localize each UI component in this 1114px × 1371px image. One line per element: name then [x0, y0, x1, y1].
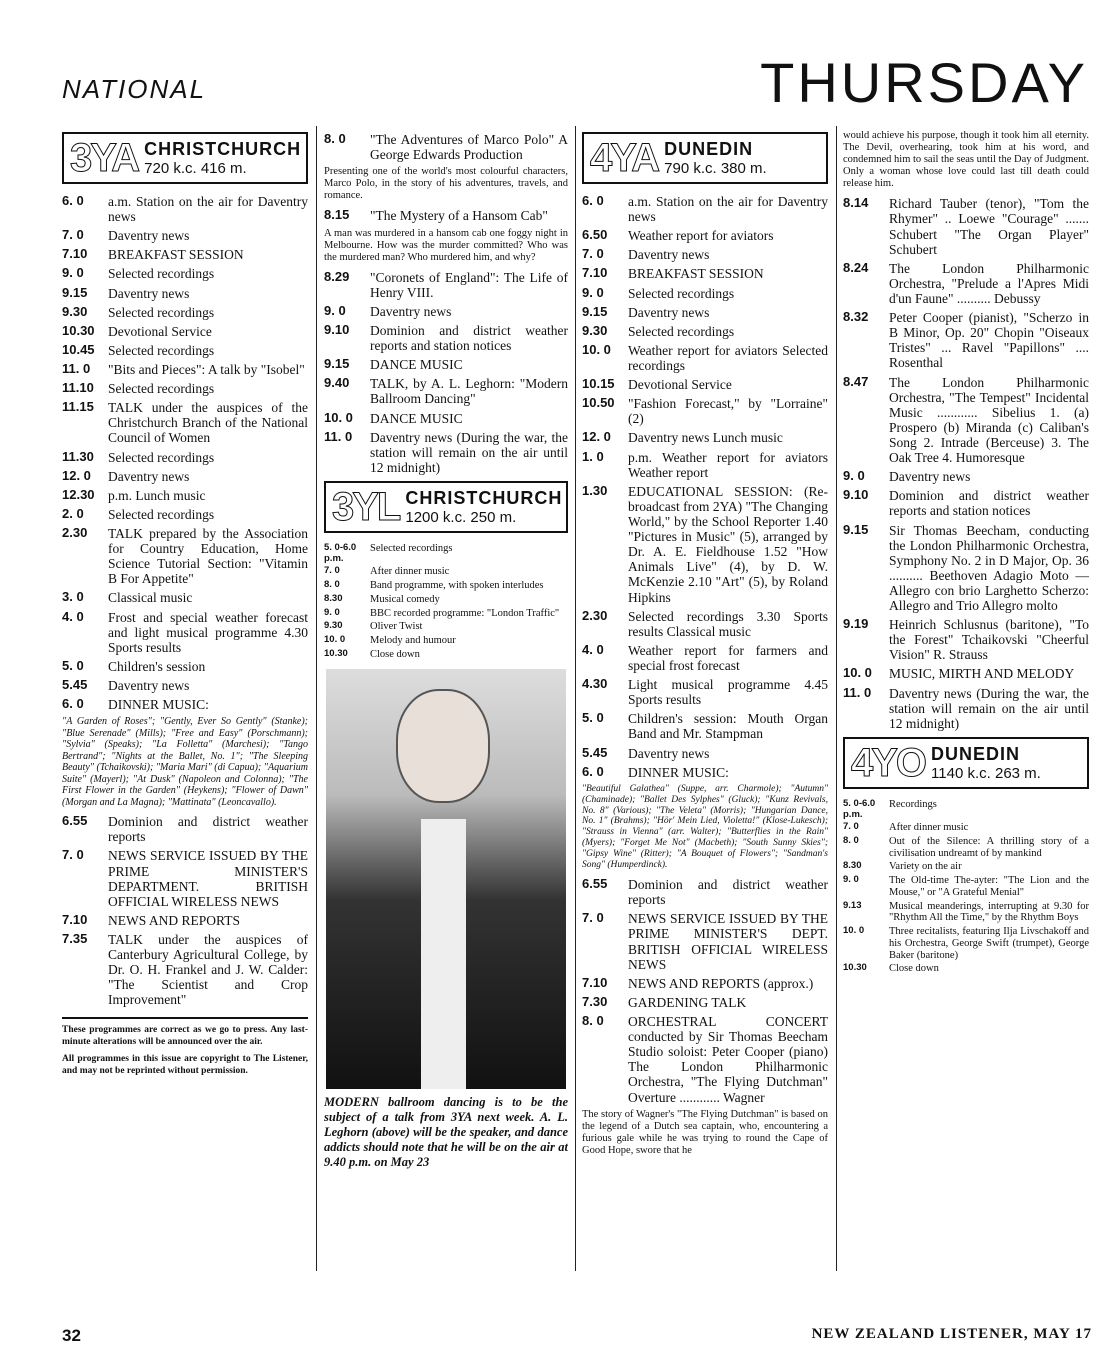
- programme-description: Children's session: [108, 658, 206, 674]
- programme-time: 7.10: [62, 911, 88, 927]
- section-label: NATIONAL: [62, 74, 207, 104]
- programme-time: 7. 0: [62, 227, 84, 243]
- programme-description: After dinner music: [889, 822, 969, 834]
- programme-description: MUSIC, MIRTH AND MELODY: [889, 666, 1075, 682]
- programme-description: Selected recordings: [108, 342, 215, 358]
- programme-item: [62, 381, 308, 396]
- programme-item: [843, 861, 1089, 873]
- column-3ya-evening: [324, 126, 568, 1276]
- station-city: DUNEDIN: [931, 743, 1021, 764]
- programme-item: [324, 208, 568, 223]
- programme-time: 1. 0: [582, 448, 604, 464]
- programme-time: 10.15: [582, 376, 615, 392]
- programme-item: [582, 976, 828, 991]
- programme-time: 9.15: [324, 356, 350, 372]
- programme-time: 7.30: [582, 993, 608, 1009]
- programme-time: 11.10: [62, 380, 94, 396]
- programme-time: 9.13: [843, 899, 862, 911]
- programme-description: Devotional Service: [628, 377, 732, 393]
- programme-description: Children's session: Mouth Organ Band and Mr. Stampman: [628, 711, 828, 742]
- programme-time: 11. 0: [843, 684, 872, 700]
- programme-description: The Old-time The-ayter: "The Lion and the Mouse," or "A Grateful Menial": [889, 875, 1089, 898]
- programme-description: Devotional Service: [108, 323, 212, 339]
- programme-description: a.m. Station on the air for Daventry news: [628, 194, 828, 225]
- portrait-shirt: [421, 819, 466, 1089]
- programme-description: Dominion and district weather reports: [628, 877, 828, 908]
- programme-item: [62, 228, 308, 243]
- programme-item: [62, 610, 308, 655]
- programme-time: 9. 0: [843, 874, 859, 886]
- programme-description: TALK prepared by the Association for Country Education, Home Science Tutorial Section: "Vitamin B For Appetite": [108, 525, 308, 587]
- programme-description: ORCHESTRAL CONCERT conducted by Sir Thomas Beecham Studio soloist: Peter Cooper (piano) The London Philharmonic Orchestra, "The Flying Dutchman" Overture ............ Wagner: [628, 1013, 828, 1105]
- programme-item: [582, 643, 828, 673]
- programme-time: 7. 0: [843, 821, 859, 833]
- programme-item: [843, 469, 1089, 484]
- programme-description: Musical comedy: [370, 593, 440, 605]
- programme-item: [582, 324, 828, 339]
- programme-item: [324, 357, 568, 372]
- programme-item: [843, 310, 1089, 370]
- programme-item: [62, 305, 308, 320]
- programme-item: [843, 523, 1089, 614]
- programme-description: A man was murdered in a hansom cab one foggy night in Melbourne. How was the murder committed? Who was the murdered man? Who murdered him, and why?: [324, 227, 568, 263]
- page-number: 32: [62, 1326, 81, 1345]
- programme-description: Out of the Silence: A thrilling story of a civilisation undreamt of by mankind: [889, 835, 1089, 859]
- programme-time: 9. 0: [843, 468, 865, 484]
- programme-description: p.m. Weather report for aviators Weather report: [628, 449, 828, 480]
- programme-item: [582, 396, 828, 426]
- programme-description: NEWS AND REPORTS: [108, 912, 240, 928]
- programme-description: Daventry news: [889, 469, 971, 485]
- programme-time: 9.30: [324, 620, 343, 632]
- programme-item: [324, 543, 568, 564]
- programme-item: [843, 875, 1089, 899]
- programme-time: 6. 0: [62, 193, 84, 208]
- programme-item: [324, 608, 568, 620]
- programme-description: TALK, by A. L. Leghorn: "Modern Ballroom Dancing": [370, 376, 568, 407]
- press-note: These programmes are correct as we go to press. Any last-minute alterations will be announced over the air.: [62, 1025, 308, 1047]
- programme-time: 7.10: [582, 265, 608, 281]
- programme-time: 9.40: [324, 375, 350, 391]
- programme-time: 6. 0: [582, 763, 604, 779]
- programme-item: [62, 488, 308, 503]
- programme-description: "Fashion Forecast," by "Lorraine" (2): [628, 396, 828, 427]
- programme-time: 9.19: [843, 616, 869, 632]
- programme-description: Recordings: [889, 798, 937, 810]
- programme-description: Daventry news: [628, 247, 710, 263]
- station-logo: 3YL: [332, 485, 400, 530]
- programme-description: Three recitalists, featuring Ilja Livschakoff and his Orchestra, George Swift (trumpet), George Baker (baritone): [889, 926, 1089, 961]
- programme-time: 4. 0: [582, 641, 604, 657]
- programme-description: NEWS SERVICE ISSUED BY THE PRIME MINISTER'S DEPARTMENT. BRITISH OFFICIAL WIRELESS NEWS: [108, 848, 308, 909]
- programme-description: The story of Wagner's "The Flying Dutchman" is based on the legend of a Dutch sea captain, who, encountering a furious gale while he was trying to round the Cape of Good Hope, swore that he: [582, 1108, 828, 1156]
- programme-time: 8.29: [324, 268, 350, 284]
- programme-time: 9.15: [843, 521, 869, 537]
- programme-time: 7.10: [582, 974, 608, 990]
- programme-time: 6. 0: [582, 193, 604, 208]
- programme-description: Close down: [889, 963, 939, 975]
- programme-item: [62, 324, 308, 339]
- programme-item: [62, 526, 308, 586]
- column-divider: [575, 126, 576, 1271]
- programme-description: EDUCATIONAL SESSION: (Re-broadcast from 2YA) "The Changing World," by the School Reporter 1.40 "Pictures in Music" (5), arranged by Dr. A. E. Fieldhouse 1.52 "How Animals Live" (4), by D. W. McKenzie 2.10 "Art" (5), by Roland Hipkins: [628, 483, 828, 605]
- programme-item: [324, 376, 568, 406]
- programme-item: [582, 746, 828, 761]
- programme-time: 5. 0: [62, 657, 84, 673]
- programme-description: Heinrich Schlusnus (baritone), "To the Forest" Tchaikovski "Cheerful Vision" R. Strauss: [889, 617, 1089, 663]
- programme-description: Daventry news: [108, 285, 190, 301]
- programme-time: 7.35: [62, 930, 88, 946]
- programme-description: Weather report for aviators: [628, 228, 774, 244]
- programme-time: 5. 0-6.0 p.m.: [324, 542, 357, 564]
- programme-description: Peter Cooper (pianist), "Scherzo in B Minor, Op. 20" Chopin "Oiseaux Tristes" ... Ravel "Papillons" .... Rosenthal: [889, 310, 1089, 371]
- programme-item: [843, 666, 1089, 681]
- programme-time: 10.45: [62, 341, 95, 357]
- programme-time: 10. 0: [843, 925, 865, 937]
- programme-item: [62, 286, 308, 301]
- programme-time: 9.30: [582, 322, 608, 338]
- programme-description: "Bits and Pieces": A talk by "Isobel": [108, 361, 305, 377]
- programme-time: 7. 0: [582, 246, 604, 262]
- station-logo: 3YA: [70, 136, 139, 180]
- programme-description: Selected recordings: [108, 506, 215, 522]
- programme-description: Light musical programme 4.45 Sports results: [628, 677, 828, 708]
- station-frequency: 1200 k.c. 250 m.: [405, 509, 517, 527]
- programme-description: Selected recordings: [628, 323, 735, 339]
- programme-time: 6.50: [582, 227, 608, 243]
- programme-description: Selected recordings: [108, 304, 215, 320]
- programme-item: [324, 635, 568, 647]
- programme-item: [582, 286, 828, 301]
- programme-time: 11.15: [62, 399, 94, 415]
- programme-item: [62, 678, 308, 693]
- programme-item: [582, 430, 828, 445]
- station-city: CHRISTCHURCH: [405, 488, 563, 509]
- programme-time: 8.14: [843, 195, 869, 211]
- station-header-4yo: [843, 737, 1089, 789]
- programme-description: Daventry news (During the war, the station will remain on the air until 12 midnight): [889, 685, 1089, 731]
- programme-item: [62, 913, 308, 928]
- programme-item: [582, 1014, 828, 1105]
- programme-item: [324, 132, 568, 162]
- programme-time: 10.30: [324, 647, 348, 659]
- station-frequency: 790 k.c. 380 m.: [664, 160, 767, 177]
- programme-description: Selected recordings: [108, 266, 215, 282]
- programme-description: Oliver Twist: [370, 621, 423, 633]
- programme-time: 5. 0-6.0 p.m.: [843, 797, 876, 820]
- programme-description: Daventry news: [108, 228, 190, 244]
- programme-time: 8. 0: [843, 834, 859, 846]
- programme-item: [582, 194, 828, 224]
- programme-description: Selected recordings: [628, 285, 735, 301]
- programme-item: [62, 590, 308, 605]
- programme-description: Presenting one of the world's most colourful characters, Marco Polo, in the story of his adventures, travels, and romance.: [324, 166, 568, 202]
- programme-item: [843, 617, 1089, 662]
- programme-description: BBC recorded programme: "London Traffic": [370, 607, 560, 619]
- programme-description: Dominion and district weather reports: [108, 814, 308, 845]
- station-city: DUNEDIN: [664, 139, 754, 159]
- column-3ya: [62, 126, 308, 1276]
- programme-description: BREAKFAST SESSION: [108, 247, 244, 263]
- programme-item: [582, 711, 828, 741]
- programme-item: [843, 963, 1089, 975]
- programme-description: p.m. Lunch music: [108, 487, 206, 503]
- programme-time: 12. 0: [62, 467, 91, 483]
- programme-time: 7. 0: [324, 565, 340, 577]
- programme-item: [843, 488, 1089, 518]
- programme-description: "The Mystery of a Hansom Cab": [370, 208, 548, 224]
- programme-time: 9. 0: [582, 284, 604, 300]
- programme-description: Close down: [370, 648, 420, 660]
- programme-item: [62, 343, 308, 358]
- programme-item: [324, 621, 568, 633]
- programme-item: [843, 261, 1089, 306]
- programme-item: [62, 932, 308, 1008]
- photo-caption: MODERN ballroom dancing is to be the subject of a talk from 3YA next week. A. L. Leghorn (above) will be the speaker, and dance addicts should note that he will be on the air at 9.40 p.m. on May 23: [324, 1094, 568, 1169]
- programme-item: [843, 836, 1089, 860]
- programme-item: [582, 484, 828, 605]
- programme-item: [582, 765, 828, 780]
- programme-item: [324, 323, 568, 353]
- programme-item: [582, 228, 828, 243]
- programme-description: Selected recordings: [370, 543, 453, 555]
- programme-description: "The Adventures of Marco Polo" A George Edwards Production: [370, 132, 568, 163]
- programme-item: [324, 566, 568, 578]
- programme-item: [62, 247, 308, 262]
- programme-description: Frost and special weather forecast and light musical programme 4.30 Sports results: [108, 609, 308, 655]
- programme-time: 2.30: [582, 607, 608, 623]
- programme-item: [582, 266, 828, 281]
- programme-time: 10. 0: [324, 634, 346, 646]
- programme-description: DANCE MUSIC: [370, 357, 463, 373]
- day-title: THURSDAY: [760, 51, 1088, 114]
- programme-time: 11. 0: [62, 360, 91, 376]
- station-logo: 4YO: [851, 740, 926, 785]
- programme-item: [582, 247, 828, 262]
- programme-time: 8.15: [324, 207, 350, 223]
- programme-item: [324, 304, 568, 319]
- programme-item: [62, 194, 308, 224]
- programme-item: [62, 659, 308, 674]
- programme-description: Melody and humour: [370, 635, 456, 647]
- programme-description: Richard Tauber (tenor), "Tom the Rhymer" .. Loewe "Courage" ....... Schubert "The Organ Player" Schubert: [889, 196, 1089, 257]
- programme-time: 7.10: [62, 246, 88, 262]
- programme-description: BREAKFAST SESSION: [628, 266, 764, 282]
- programme-description: NEWS SERVICE ISSUED BY THE PRIME MINISTER'S DEPT. BRITISH OFFICIAL WIRELESS NEWS: [628, 911, 828, 972]
- programme-time: 9.10: [843, 487, 869, 503]
- programme-time: 6.55: [62, 813, 88, 829]
- programme-time: 5.45: [582, 744, 608, 760]
- programme-description: a.m. Station on the air for Daventry news: [108, 194, 308, 225]
- programme-description: DANCE MUSIC: [370, 410, 463, 426]
- programme-time: 8. 0: [324, 579, 340, 591]
- programme-item: [324, 430, 568, 475]
- programme-time: 8.47: [843, 373, 869, 389]
- programme-description: Dominion and district weather reports and station notices: [889, 488, 1089, 519]
- programme-item: [324, 594, 568, 606]
- copyright-note: All programmes in this issue are copyright to The Listener, and may not be reprinted without permission.: [62, 1054, 308, 1076]
- publication-footer: NEW ZEALAND LISTENER, MAY 17: [811, 1326, 1092, 1342]
- programme-item: [582, 677, 828, 707]
- programme-time: 9. 0: [324, 302, 346, 318]
- programme-time: 10.30: [62, 322, 95, 338]
- dinner-music-list: "Beautiful Galathea" (Suppe, arr. Charmole); "Autumn" (Chaminade); "Ballet Des Sylphes" (Gluck); "Kunz Revivals, No. 8" (Various); "The Veleta" (Morris); "Hungarian Dance, No. 1" (Brahms); "Hör' Mein Lied, Violetta!" (Klose-Lukesch); "Strauss in Vienna" (arr. Walter); "Butterflies in the Rain" (Myers); "Forget Me Not" (Macbeth); "South Sunny Skies"; "Gipsy Wine" (Ritter); "A Bouquet of Flowers"; "Sandman's Song" (Humperdinck).: [582, 783, 828, 871]
- programme-description: Daventry news: [108, 468, 190, 484]
- programme-time: 9. 0: [62, 265, 84, 281]
- programme-item: [843, 926, 1089, 961]
- programme-description: GARDENING TALK: [628, 994, 747, 1010]
- column-4ya-evening: [843, 126, 1089, 1276]
- programme-item: [62, 400, 308, 445]
- programme-item: [582, 305, 828, 320]
- programme-item: [324, 270, 568, 300]
- programme-item: [582, 377, 828, 392]
- programme-item: [62, 450, 308, 465]
- programme-time: 7. 0: [62, 847, 84, 863]
- programme-item: [582, 343, 828, 373]
- programme-item: [843, 799, 1089, 820]
- programme-description: Weather report for aviators Selected recordings: [628, 342, 828, 373]
- programme-description: Daventry news: [628, 745, 710, 761]
- programme-time: 3. 0: [62, 589, 84, 605]
- dinner-music-list: "A Garden of Roses"; "Gently, Ever So Gently" (Stanke); "Blue Serenade" (Mills); "Free and Easy" (Porschmann); "Sylvia" (Speaks); "La Folletta" (Marchesi); "Tango Bertrand"; "Nights at the Ballet, No. 1"; "The Sleeping Beauty" (Tchaikovski); "Maria Mari" (di Capua); "Aquarium Suite" (Mayerl); "At Dusk" (Napoleon and Colonna); "The First Flower in the Garden" (Heykens); "Flower of Dawn" (Morgan and La Magna); "Mattinata" (Leoncavallo).: [62, 716, 308, 808]
- programme-item: [62, 814, 308, 844]
- programme-description: NEWS AND REPORTS (approx.): [628, 975, 814, 991]
- programme-time: 8.24: [843, 259, 869, 275]
- programme-item: [582, 609, 828, 639]
- programme-item: [62, 848, 308, 908]
- portrait-photo: [326, 669, 566, 1089]
- column-4ya: [582, 126, 828, 1276]
- programme-time: 12.30: [62, 486, 95, 502]
- station-logo: 4YA: [590, 136, 659, 180]
- programme-item: [843, 196, 1089, 256]
- programme-time: 10. 0: [324, 409, 353, 425]
- programme-time: 6.55: [582, 876, 608, 892]
- programme-description: Daventry news Lunch music: [628, 430, 783, 446]
- station-city: CHRISTCHURCH: [144, 139, 302, 159]
- programme-time: 8. 0: [324, 131, 346, 146]
- programme-description: Variety on the air: [889, 861, 962, 873]
- programme-time: 8.30: [843, 860, 862, 872]
- programme-time: 5.45: [62, 676, 88, 692]
- programme-item: [324, 649, 568, 661]
- portrait-head: [396, 689, 490, 803]
- programme-item: [582, 995, 828, 1010]
- programme-time: 12. 0: [582, 429, 611, 445]
- programme-time: 8.32: [843, 309, 869, 325]
- programme-item: [843, 901, 1089, 925]
- programme-item: [582, 877, 828, 907]
- programme-time: 11. 0: [324, 428, 353, 444]
- programme-description: Classical music: [108, 590, 193, 606]
- programme-description: Daventry news (During the war, the station will remain on the air until 12 midnight): [370, 429, 568, 475]
- programme-time: 8. 0: [582, 1012, 604, 1028]
- programme-item: [582, 450, 828, 480]
- programme-description: TALK under the auspices of the Christchurch Branch of the National Council of Women: [108, 400, 308, 446]
- programme-time: 7. 0: [582, 910, 604, 926]
- column-divider: [316, 126, 317, 1271]
- programme-time: 9.15: [62, 284, 88, 300]
- programme-description: Musical meanderings, interrupting at 9.30 for "Rhythm All the Time," by the Rhythm Boys: [889, 900, 1089, 924]
- programme-time: 6. 0: [62, 696, 84, 712]
- station-frequency: 1140 k.c. 263 m.: [931, 764, 1041, 782]
- column-divider: [836, 126, 837, 1271]
- programme-time: 9.15: [582, 303, 608, 319]
- programme-description: The London Philharmonic Orchestra, "Prelude a l'Apres Midi d'un Faune" .......... Debussy: [889, 260, 1089, 306]
- programme-description: Sir Thomas Beecham, conducting the London Philharmonic Orchestra, Symphony No. 2 in D Major, Op. 36 .......... Beethoven Adagio Moto — Allegro con brio Larghetto Scherzo: Allegro and Trio Allegro molto: [889, 522, 1089, 614]
- programme-time: 9.10: [324, 322, 350, 338]
- programme-description: Daventry news: [108, 677, 190, 693]
- programme-description: Dominion and district weather reports and station notices: [370, 323, 568, 354]
- programme-item: [582, 911, 828, 971]
- programme-description: Selected recordings: [108, 381, 215, 397]
- programme-description: DINNER MUSIC:: [628, 764, 729, 780]
- station-header-3yl: [324, 481, 568, 533]
- programme-description: Weather report for farmers and special frost forecast: [628, 642, 828, 673]
- programme-time: 4.30: [582, 676, 608, 692]
- programme-time: 1.30: [582, 482, 608, 498]
- programme-description: would achieve his purpose, though it took him all eternity. The Devil, overhearing, took him at his word, and condemned him to sail the seas until the Day of Judgment. Only a woman whose love could last till death could release him.: [843, 130, 1089, 190]
- programme-description: After dinner music: [370, 566, 450, 578]
- programme-time: 2. 0: [62, 505, 84, 521]
- programme-time: 8.30: [324, 592, 343, 604]
- programme-item: [843, 686, 1089, 731]
- programme-time: 10. 0: [582, 341, 611, 357]
- programme-time: 5. 0: [582, 710, 604, 726]
- station-header-3ya: [62, 132, 308, 184]
- programme-time: 9. 0: [324, 606, 340, 618]
- programme-item: [62, 469, 308, 484]
- programme-description: Daventry news: [370, 303, 452, 319]
- programme-item: [324, 580, 568, 592]
- programme-item: [62, 362, 308, 377]
- programme-item: [62, 697, 308, 712]
- programme-description: Band programme, with spoken interludes: [370, 580, 544, 592]
- programme-time: 10. 0: [843, 665, 872, 681]
- programme-description: "Coronets of England": The Life of Henry VIII.: [370, 269, 568, 300]
- programme-item: [324, 411, 568, 426]
- programme-time: 2.30: [62, 524, 88, 540]
- station-header-4ya: [582, 132, 828, 184]
- programme-description: Selected recordings: [108, 449, 215, 465]
- programme-item: [62, 507, 308, 522]
- programme-time: 9.30: [62, 303, 88, 319]
- programme-item: [843, 822, 1089, 834]
- programme-time: 11.30: [62, 448, 94, 464]
- programme-time: 10.50: [582, 395, 615, 411]
- programme-item: [62, 266, 308, 281]
- programme-description: TALK under the auspices of Canterbury Agricultural College, by Dr. O. H. Frankel and J. W. Calder: "The Scientist and Crop Improvement": [108, 931, 308, 1008]
- programme-description: DINNER MUSIC:: [108, 697, 209, 713]
- programme-description: Daventry news: [628, 304, 710, 320]
- programme-time: 4. 0: [62, 608, 84, 624]
- programme-item: [843, 375, 1089, 466]
- programme-time: 10.30: [843, 962, 867, 974]
- programme-description: The London Philharmonic Orchestra, "The Tempest" Incidental Music ............ Sibelius 1. (a) Prospero (b) Miranda (c) Caliban's Song 2. Intrade (Berceuse) 3. The Oak Tree 4. Humoresque: [889, 374, 1089, 466]
- station-frequency: 720 k.c. 416 m.: [144, 160, 247, 177]
- programme-description: Selected recordings 3.30 Sports results Classical music: [628, 608, 828, 639]
